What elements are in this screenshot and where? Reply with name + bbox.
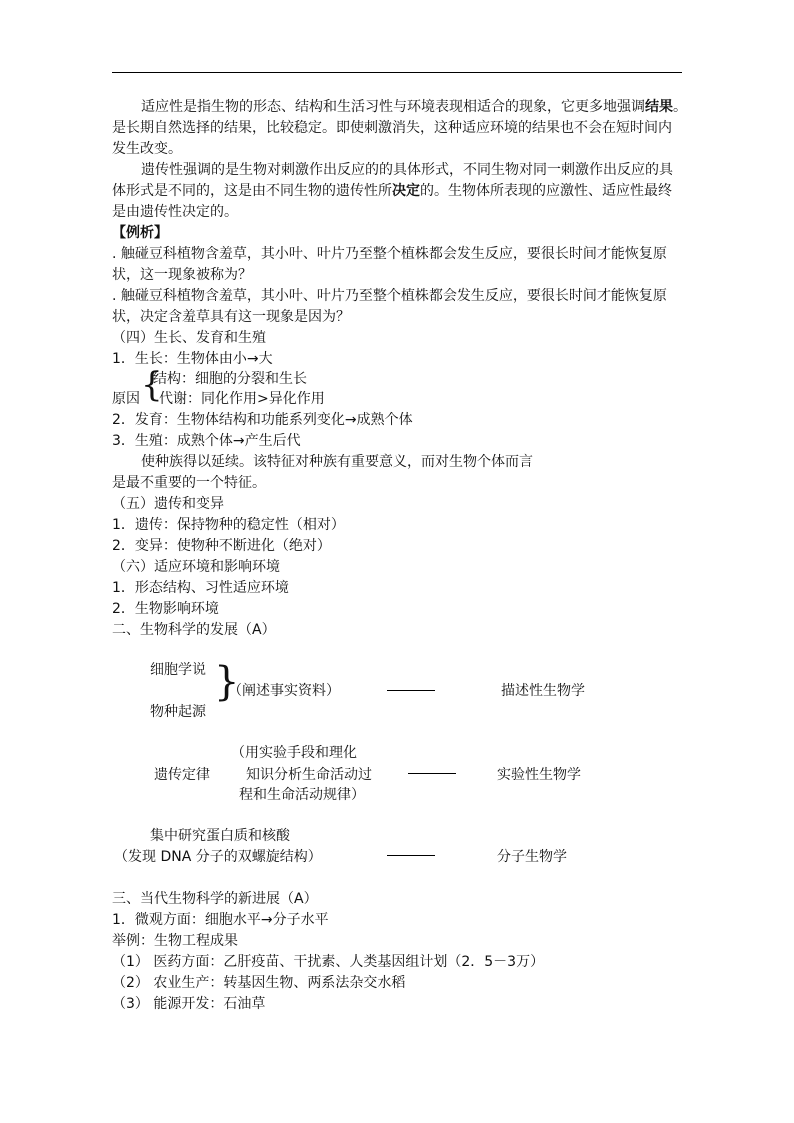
para1-line3: 发生改变。: [112, 141, 182, 157]
section4-item3: 3．生殖：成熟个体→产生后代: [112, 433, 301, 449]
section6-item1: 1．形态结构、习性适应环境: [112, 580, 289, 596]
reason-structure: 结构：细胞的分裂和生长: [153, 371, 307, 387]
experimental-method-line1: （用实验手段和理化: [231, 745, 357, 761]
arrow-line-2: [408, 773, 456, 774]
section2-title: 二、生物科学的发展（A）: [112, 622, 276, 638]
section6-item2: 2．生物影响环境: [112, 601, 219, 617]
section5-item2: 2．变异：使物种不断进化（绝对）: [112, 538, 331, 554]
section4-item3-line2: 使种族得以延续。该特征对种族有重要意义，而对生物个体而言: [141, 454, 533, 470]
cell-theory-label: 细胞学说: [150, 662, 206, 678]
origin-of-species-label: 物种起源: [150, 704, 206, 720]
molecular-biology: 分子生物学: [497, 849, 567, 865]
section5-item1: 1．遗传：保持物种的稳定性（相对）: [112, 517, 345, 533]
section4-item3-line3: 是最不重要的一个特征。: [112, 475, 266, 491]
example-heading: 【例析】: [112, 225, 168, 241]
arrow-line-1: [387, 690, 435, 691]
para2-text: 体形式是不同的，这是由不同生物的遗传性所: [112, 183, 392, 199]
para1-bold-term: 结果: [645, 99, 673, 115]
question1-line2: 状，这一现象被称为？: [112, 267, 252, 283]
para2-bold-term: 决定: [392, 183, 420, 199]
section3-example1: （1） 医药方面：乙肝疫苗、干扰素、人类基因组计划（2．5－3万）: [112, 954, 545, 970]
para1-line2: 是长期自然选择的结果，比较稳定。即使刺激消失，这种适应环境的结果也不会在短时间内: [112, 120, 672, 136]
descriptive-biology: 描述性生物学: [501, 683, 585, 699]
question2-line2: 状，决定含羞草具有这一现象是因为？: [112, 309, 350, 325]
question2-line1: . 触碰豆科植物含羞草，其小叶、叶片乃至整个植株都会发生反应，要很长时间才能恢复原: [112, 288, 667, 304]
experimental-method-line2: 知识分析生命活动过: [246, 767, 372, 783]
molecular-focus: 集中研究蛋白质和核酸: [150, 828, 290, 844]
reason-brace: {: [141, 365, 163, 405]
genetics-laws-label: 遗传定律: [154, 767, 210, 783]
section4-item1: 1．生长：生物体由小→大: [112, 351, 273, 367]
experimental-biology: 实验性生物学: [497, 767, 581, 783]
development-brace: }: [214, 659, 240, 705]
experimental-method-line3: 程和生命活动规律）: [239, 787, 365, 803]
dna-discovery: （发现 DNA 分子的双螺旋结构）: [114, 849, 322, 865]
para1-text: 适应性是指生物的形态、结构和生活习性与环境表现相适合的现象，它更多地强调: [141, 99, 645, 115]
section4-title: （四）生长、发育和生殖: [112, 330, 266, 346]
descriptive-method: （阐述事实资料）: [228, 683, 340, 699]
section3-example: 举例：生物工程成果: [112, 933, 238, 949]
para1-text-end: 。: [673, 99, 687, 115]
reason-metabolism: 代谢：同化作用>异化作用: [159, 391, 325, 407]
section3-title: 三、当代生物科学的新进展（A）: [112, 891, 318, 907]
para2-line3: 是由遗传性决定的。: [112, 204, 238, 220]
section3-item1: 1．微观方面：细胞水平→分子水平: [112, 912, 329, 928]
section4-item2: 2．发育：生物体结构和功能系列变化→成熟个体: [112, 412, 413, 428]
reason-label: 原因: [112, 391, 140, 407]
question1-line1: . 触碰豆科植物含羞草，其小叶、叶片乃至整个植株都会发生反应，要很长时间才能恢复原: [112, 246, 667, 262]
para1-line1: [141, 97, 687, 117]
section3-example2: （2） 农业生产：转基因生物、两系法杂交水稻: [112, 975, 406, 991]
header-rule: [112, 72, 682, 73]
section5-title: （五）遗传和变异: [112, 496, 224, 512]
para2-line1: 遗传性强调的是生物对刺激作出反应的的具体形式，不同生物对同一刺激作出反应的具: [141, 162, 673, 178]
arrow-line-3: [387, 855, 435, 856]
para2-text-end: 的。生物体所表现的应激性、适应性最终: [420, 183, 672, 199]
section6-title: （六）适应环境和影响环境: [112, 559, 280, 575]
section3-example3: （3） 能源开发：石油草: [112, 996, 266, 1012]
para2-line2: [112, 181, 672, 201]
